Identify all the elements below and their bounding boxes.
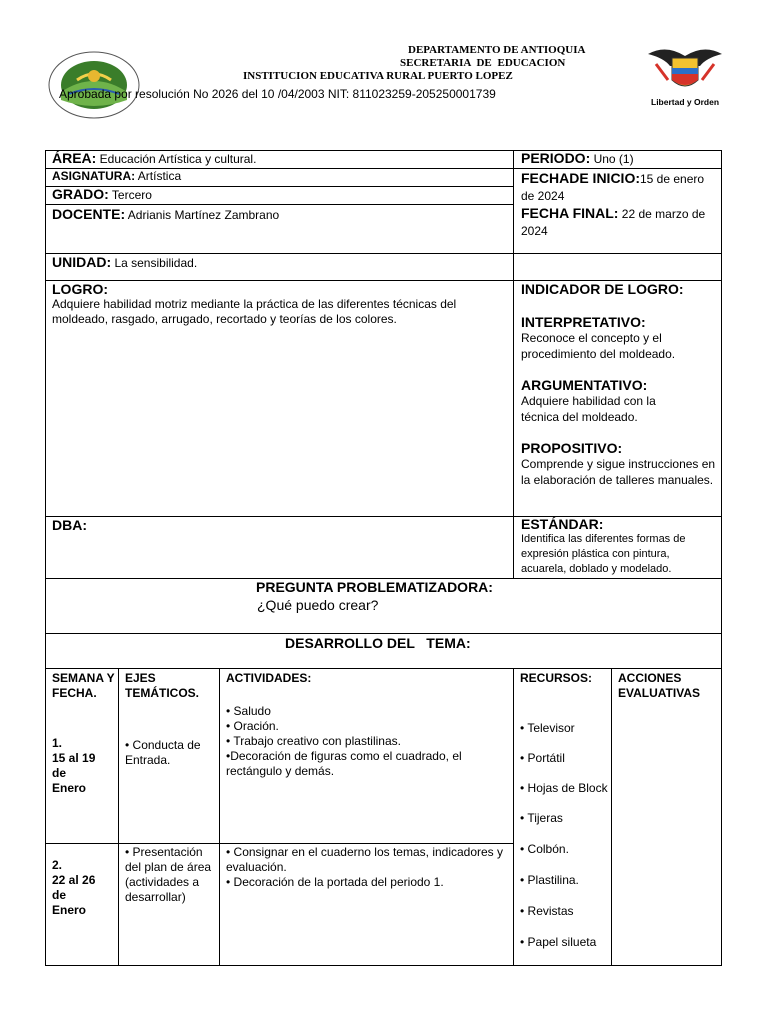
week-month: Enero	[52, 903, 87, 917]
week-1-activities	[226, 704, 510, 779]
recurso-item: • Papel silueta	[520, 935, 597, 949]
logro-cell	[52, 282, 507, 327]
dba-label: DBA:	[52, 517, 87, 533]
week-1-date	[52, 736, 116, 796]
week-num: 1.	[52, 736, 63, 750]
periodo-row	[521, 151, 717, 167]
periodo-label: PERIODO:	[521, 150, 591, 166]
week-2-activities	[226, 845, 510, 890]
unidad-label: UNIDAD:	[52, 254, 112, 270]
week-num: 2.	[52, 858, 63, 872]
week-1-eje: • Conducta de Entrada.	[125, 738, 201, 767]
col-semana-header: SEMANA Y FECHA.	[52, 671, 115, 700]
secretary-title: SECRETARIA DE EDUCACION	[400, 57, 566, 69]
activity-item: •Decoración de figuras como el cuadrado, el rectángulo y demás.	[226, 749, 462, 778]
week-month: Enero	[52, 781, 87, 795]
recurso-item: • Tijeras	[520, 811, 563, 825]
grado-label: GRADO:	[52, 186, 109, 202]
argumentativo-text: Adquiere habilidad con la técnica del moldeado.	[521, 394, 656, 424]
activity-item: • Oración.	[226, 719, 279, 733]
col-recursos-header: RECURSOS:	[520, 671, 593, 685]
week-dates: 22 al 26	[52, 873, 96, 887]
recurso-item: • Hojas de Block	[520, 781, 608, 795]
col-acciones-header: ACCIONES EVALUATIVAS	[618, 671, 701, 700]
area-row	[52, 151, 512, 167]
week-de: de	[52, 888, 67, 902]
week-dates: 15 al 19	[52, 751, 96, 765]
week-2-date	[52, 858, 116, 918]
recurso-item: • Televisor	[520, 721, 575, 735]
activity-item: • Saludo	[226, 704, 271, 718]
pregunta-text: ¿Qué puedo crear?	[257, 597, 379, 613]
docente-label: DOCENTE:	[52, 206, 126, 222]
logro-label: LOGRO:	[52, 281, 108, 297]
argumentativo-label: ARGUMENTATIVO:	[521, 377, 648, 393]
recurso-item: • Revistas	[520, 904, 574, 918]
desarrollo-label: DESARROLLO DEL TEMA:	[285, 635, 471, 651]
propositivo-label: PROPOSITIVO:	[521, 440, 623, 456]
department-title: DEPARTAMENTO DE ANTIOQUIA	[408, 44, 586, 56]
asignatura-row	[52, 169, 512, 184]
estandar-cell	[521, 517, 717, 577]
week-de: de	[52, 766, 67, 780]
propositivo-text: Comprende y sigue instrucciones en la elaboración de talleres manuales.	[521, 457, 716, 487]
docente-row	[52, 207, 512, 223]
activity-item: • Trabajo creativo con plastilinas.	[226, 734, 401, 748]
unidad-value: La sensibilidad.	[111, 256, 198, 270]
area-label: ÁREA:	[52, 150, 97, 166]
col-ejes-header: EJES TEMÁTICOS.	[125, 671, 199, 700]
interpretativo-text: Reconoce el concepto y el procedimiento del moldeado.	[521, 331, 676, 361]
estandar-label: ESTÁNDAR:	[521, 516, 604, 532]
fecha-inicio-label: FECHADE INICIO:	[521, 170, 640, 186]
recurso-item: • Plastilina.	[520, 873, 579, 887]
fechas-cell	[521, 170, 717, 240]
asignatura-value: Artística	[135, 169, 182, 183]
week-2-eje: • Presentación del plan de área (actividades a desarrollar)	[125, 845, 212, 904]
interpretativo-label: INTERPRETATIVO:	[521, 314, 646, 330]
logro-text: Adquiere habilidad motriz mediante la práctica de las diferentes técnicas del moldeado, rasgado, arrugado, recortado y teorías de los colores.	[52, 297, 457, 326]
institution-title: INSTITUCION EDUCATIVA RURAL PUERTO LOPEZ	[243, 70, 513, 82]
recurso-item: • Colbón.	[520, 842, 569, 856]
approval-text: Aprobada por resolución No 2026 del 10 /04/2003 NIT: 811023259-205250001739	[59, 87, 496, 101]
recursos-list	[520, 721, 610, 950]
grado-row	[52, 187, 512, 203]
asignatura-label: ASIGNATURA:	[52, 169, 136, 183]
estandar-text: Identifica las diferentes formas de expresión plástica con pintura, acuarela, doblado y modelado.	[521, 533, 686, 575]
area-value: Educación Artística y cultural.	[96, 152, 257, 166]
indicador-title: INDICADOR DE LOGRO:	[521, 281, 684, 297]
motto-text: Libertad y Orden	[651, 97, 720, 107]
grado-value: Tercero	[108, 188, 152, 202]
fecha-final-label: FECHA FINAL:	[521, 205, 619, 221]
fecha-final-value: 22 de marzo de 2024	[521, 207, 706, 238]
unidad-row	[52, 255, 712, 271]
indicador-cell	[521, 282, 717, 488]
pregunta-label: PREGUNTA PROBLEMATIZADORA:	[256, 579, 493, 595]
school-seal-logo	[47, 50, 142, 120]
docente-value: Adrianis Martínez Zambrano	[125, 208, 280, 222]
col-actividades-header: ACTIVIDADES:	[226, 671, 312, 685]
recurso-item: • Portátil	[520, 751, 565, 765]
activity-item: • Consignar en el cuaderno los temas, indicadores y evaluación.	[226, 845, 504, 874]
periodo-value: Uno (1)	[590, 152, 634, 166]
fecha-inicio-value: 15 de enero de 2024	[521, 172, 705, 203]
activity-item: • Decoración de la portada del periodo 1.	[226, 875, 444, 889]
